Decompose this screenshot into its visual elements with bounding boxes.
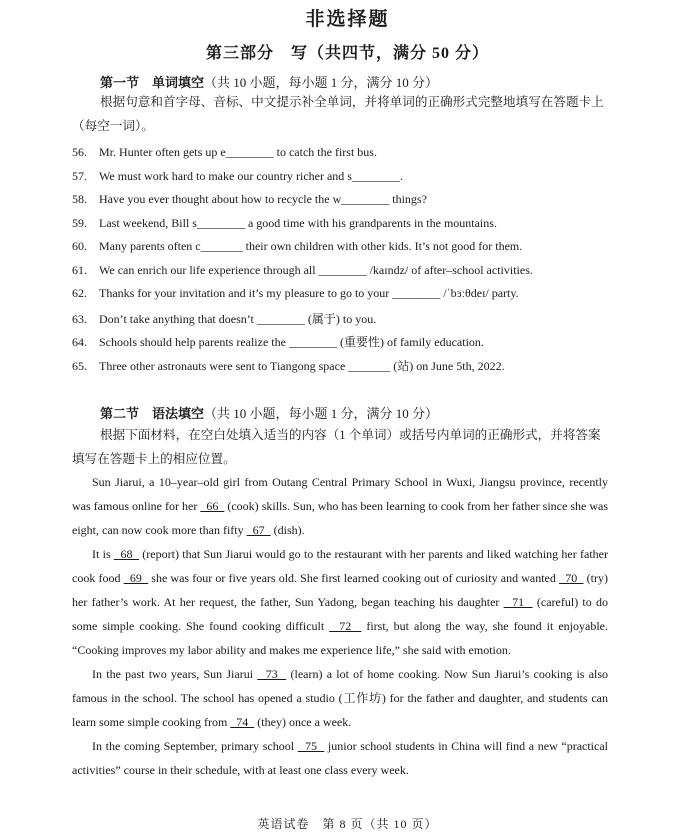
question-item (72, 333, 632, 350)
question-number: 59. (72, 215, 87, 230)
passage-paragraph (72, 542, 608, 662)
section1-heading-note: （共 10 小题，每小题 1 分，满分 10 分） (204, 75, 439, 90)
question-number: 58. (72, 192, 87, 206)
passage-text: In the past two years, Sun Jiarui (92, 667, 258, 681)
section2-instruction: 根据下面材料，在空白处填入适当的内容（1 个单词）或括号内单词的正确形式，并将答案填写在答题卡上的相应位置。 (72, 428, 601, 466)
passage-text: It is (92, 547, 114, 561)
passage-text: (try) her father’s work. At her request, the father, Sun Yadong, began teaching his daughter (72, 571, 609, 609)
question-text: Mr. Hunter often gets up e________ to catch the first bus. (99, 145, 377, 159)
blank-slot: 66 (200, 499, 225, 513)
question-number: 60. (72, 239, 87, 253)
passage-text: (careful) to do some simple cooking. She found cooking difficult (72, 595, 609, 633)
question-text: Last weekend, Bill s________ a good time with his grandparents in the mountains. (99, 215, 497, 230)
passage-text: Sun Jiarui, a 10–year–old girl from Outang Central Primary School in Wuxi, Jiangsu province, recently was famous online for her (72, 475, 608, 513)
page-footer: 英语试卷 第 8 页（共 10 页） (257, 817, 438, 831)
section1-heading-title: 第一节 单词填空 (100, 75, 205, 90)
question-item (72, 192, 632, 207)
page-title: 非选择题 (305, 9, 390, 30)
question-item (72, 239, 632, 254)
section2-heading (100, 403, 438, 422)
question-text: Schools should help parents realize the ________ (重要性) of family education. (99, 335, 484, 349)
section2-heading-title: 第二节 语法填空 (100, 406, 205, 421)
section1-heading (100, 72, 438, 91)
section2-heading-note: （共 10 小题，每小题 1 分，满分 10 分） (204, 406, 439, 421)
question-item (72, 286, 632, 301)
blank-slot: 69 (123, 571, 149, 585)
question-text: Many parents often c_______ their own children with other kids. It’s not good for them. (99, 239, 523, 253)
passage-text: first, but along the way, she found it enjoyable. “Cooking improves my labor ability and makes me experience life,” she said with emotion. (72, 619, 608, 657)
passage-text: (cook) skills. Sun, who has been learning to cook from her father since she was eight, can now cook more than fifty (72, 499, 609, 537)
passage-paragraph (72, 470, 608, 542)
question-number: 56. (72, 145, 87, 159)
question-number: 61. (72, 262, 87, 277)
question-number: 57. (72, 168, 87, 183)
question-item (72, 145, 632, 160)
question-text: Three other astronauts were sent to Tiangong space _______ (站) on June 5th, 2022. (99, 358, 505, 373)
question-number: 63. (72, 311, 87, 326)
question-text: Thanks for your invitation and it’s my pleasure to go to your ________ /ˈbɜːθdeɪ/ party. (99, 286, 519, 300)
question-item (72, 263, 632, 278)
passage-text: she was four or five years old. She first learned cooking out of curiosity and wanted (148, 571, 559, 585)
passage-text: (they) once a week. (254, 715, 352, 729)
question-number: 64. (72, 335, 87, 349)
passage-text: (dish). (270, 523, 305, 537)
blank-slot: 68 (113, 547, 140, 561)
passage-paragraph (72, 662, 608, 734)
passage-text: (learn) a lot of home cooking. Now Sun Jiarui’s cooking is also famous in the school. The school has opened a studio (工作坊) for the father and daughter, and students can learn some simple cooking from (72, 667, 609, 729)
question-number: 65. (72, 358, 87, 373)
question-item (72, 169, 632, 184)
question-item (72, 310, 632, 327)
blank-slot: 74 (230, 715, 255, 729)
blank-slot: 71 (503, 595, 533, 609)
blank-slot: 75 (297, 739, 325, 753)
question-text: Don’t take anything that doesn’t ________ (属于) to you. (99, 311, 377, 326)
blank-slot: 67 (246, 523, 271, 537)
blank-slot: 73 (257, 667, 287, 681)
question-item (72, 357, 632, 374)
question-number: 62. (72, 286, 87, 300)
question-text: We can enrich our life experience through all ________ /kaɪndz/ of after–school activities. (99, 262, 533, 277)
blank-slot: 70 (559, 571, 584, 585)
question-text: Have you ever thought about how to recycle the w________ things? (99, 192, 427, 206)
passage-text: junior school students in China will find a new “practical activities” course in their schedule, with at least one class every week. (72, 739, 609, 777)
blank-slot: 72 (329, 619, 362, 633)
grammar-passage (72, 470, 608, 782)
question-item (72, 216, 632, 231)
passage-text: In the coming September, primary school (92, 739, 298, 753)
part-title: 第三部分 写（共四节，满分 50 分） (205, 45, 489, 62)
passage-text: (report) that Sun Jiarui would go to the restaurant with her parents and liked watching her father cook food (72, 547, 608, 585)
passage-paragraph (72, 734, 608, 782)
question-text: We must work hard to make our country richer and s________. (99, 168, 403, 183)
section1-instruction: 根据句意和首字母、音标、中文提示补全单词，并将单词的正确形式完整地填写在答题卡上（每空一词）。 (72, 95, 604, 133)
